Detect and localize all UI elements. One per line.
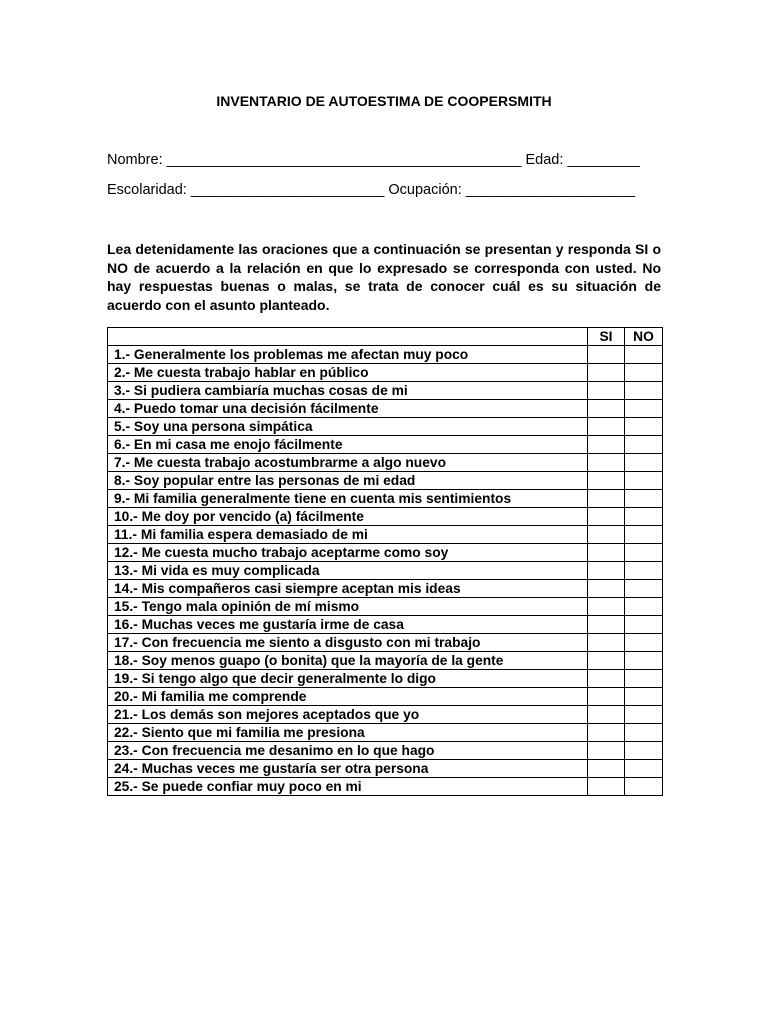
table-row	[108, 490, 663, 508]
statement-cell: 14.- Mis compañeros casi siempre aceptan mis ideas	[108, 580, 588, 598]
statement-cell: 20.- Mi familia me comprende	[108, 688, 588, 706]
statement-cell: 2.- Me cuesta trabajo hablar en público	[108, 364, 588, 382]
statement-cell: 21.- Los demás son mejores aceptados que yo	[108, 706, 588, 724]
document-title: INVENTARIO DE AUTOESTIMA DE COOPERSMITH	[216, 93, 552, 109]
no-answer-cell[interactable]	[625, 670, 663, 688]
si-answer-cell[interactable]	[588, 508, 625, 526]
no-answer-cell[interactable]	[625, 454, 663, 472]
statement-cell: 8.- Soy popular entre las personas de mi edad	[108, 472, 588, 490]
statement-cell: 17.- Con frecuencia me siento a disgusto con mi trabajo	[108, 634, 588, 652]
si-answer-cell[interactable]	[588, 364, 625, 382]
si-answer-cell[interactable]	[588, 598, 625, 616]
no-answer-cell[interactable]	[625, 400, 663, 418]
statement-cell: 24.- Muchas veces me gustaría ser otra persona	[108, 760, 588, 778]
table-row	[108, 742, 663, 760]
table-row	[108, 634, 663, 652]
table-row	[108, 400, 663, 418]
instructions-paragraph: Lea detenidamente las oraciones que a continuación se presentan y responda SI o NO de acuerdo a la relación en que lo expresado se corresponda con usted. No hay respuestas buenas o malas, se trata de conocer cuál es su situación de acuerdo con el asunto planteado.	[107, 241, 661, 314]
no-answer-cell[interactable]	[625, 634, 663, 652]
statement-cell: 12.- Me cuesta mucho trabajo aceptarme como soy	[108, 544, 588, 562]
no-answer-cell[interactable]	[625, 382, 663, 400]
no-answer-cell[interactable]	[625, 346, 663, 364]
statement-cell: 9.- Mi familia generalmente tiene en cuenta mis sentimientos	[108, 490, 588, 508]
si-answer-cell[interactable]	[588, 562, 625, 580]
si-answer-cell[interactable]	[588, 634, 625, 652]
statement-cell: 5.- Soy una persona simpática	[108, 418, 588, 436]
table-row	[108, 526, 663, 544]
statement-cell: 6.- En mi casa me enojo fácilmente	[108, 436, 588, 454]
no-answer-cell[interactable]	[625, 598, 663, 616]
no-answer-cell[interactable]	[625, 490, 663, 508]
si-answer-cell[interactable]	[588, 526, 625, 544]
table-row	[108, 346, 663, 364]
statement-cell: 13.- Mi vida es muy complicada	[108, 562, 588, 580]
no-answer-cell[interactable]	[625, 760, 663, 778]
no-answer-cell[interactable]	[625, 688, 663, 706]
no-answer-cell[interactable]	[625, 706, 663, 724]
table-row	[108, 508, 663, 526]
statement-cell: 18.- Soy menos guapo (o bonita) que la mayoría de la gente	[108, 652, 588, 670]
si-answer-cell[interactable]	[588, 652, 625, 670]
statement-cell: 19.- Si tengo algo que decir generalmente lo digo	[108, 670, 588, 688]
table-header-row	[108, 328, 663, 346]
no-answer-cell[interactable]	[625, 580, 663, 598]
statement-cell: 10.- Me doy por vencido (a) fácilmente	[108, 508, 588, 526]
table-row	[108, 580, 663, 598]
header-si-cell: SI	[588, 328, 625, 346]
no-answer-cell[interactable]	[625, 742, 663, 760]
table-row	[108, 688, 663, 706]
statement-cell: 23.- Con frecuencia me desanimo en lo que hago	[108, 742, 588, 760]
si-answer-cell[interactable]	[588, 382, 625, 400]
table-row	[108, 454, 663, 472]
statement-cell: 4.- Puedo tomar una decisión fácilmente	[108, 400, 588, 418]
statement-cell: 3.- Si pudiera cambiaría muchas cosas de mi	[108, 382, 588, 400]
table-row	[108, 598, 663, 616]
table-row	[108, 382, 663, 400]
table-row	[108, 472, 663, 490]
si-answer-cell[interactable]	[588, 346, 625, 364]
si-answer-cell[interactable]	[588, 688, 625, 706]
inventory-table	[107, 327, 663, 796]
no-answer-cell[interactable]	[625, 724, 663, 742]
table-row	[108, 760, 663, 778]
header-item-cell	[108, 328, 588, 346]
si-answer-cell[interactable]	[588, 490, 625, 508]
schooling-occupation-field-line: Escolaridad: ________________________ Ocupación: _____________________	[107, 182, 636, 198]
table-row	[108, 652, 663, 670]
no-answer-cell[interactable]	[625, 616, 663, 634]
table-row	[108, 706, 663, 724]
no-answer-cell[interactable]	[625, 508, 663, 526]
si-answer-cell[interactable]	[588, 454, 625, 472]
no-answer-cell[interactable]	[625, 418, 663, 436]
si-answer-cell[interactable]	[588, 472, 625, 490]
table-row	[108, 562, 663, 580]
no-answer-cell[interactable]	[625, 526, 663, 544]
name-age-field-line: Nombre: ____________________________________________ Edad: _________	[107, 152, 640, 168]
table-row	[108, 724, 663, 742]
no-answer-cell[interactable]	[625, 472, 663, 490]
no-answer-cell[interactable]	[625, 652, 663, 670]
table-row	[108, 364, 663, 382]
si-answer-cell[interactable]	[588, 616, 625, 634]
si-answer-cell[interactable]	[588, 418, 625, 436]
statement-cell: 22.- Siento que mi familia me presiona	[108, 724, 588, 742]
statement-cell: 15.- Tengo mala opinión de mí mismo	[108, 598, 588, 616]
table-row	[108, 436, 663, 454]
table-row	[108, 616, 663, 634]
statement-cell: 1.- Generalmente los problemas me afectan muy poco	[108, 346, 588, 364]
table-row	[108, 418, 663, 436]
inventory-table-body	[108, 346, 663, 796]
statement-cell: 25.- Se puede confiar muy poco en mi	[108, 778, 588, 796]
no-answer-cell[interactable]	[625, 364, 663, 382]
table-row	[108, 778, 663, 796]
header-no-cell: NO	[625, 328, 663, 346]
si-answer-cell[interactable]	[588, 742, 625, 760]
si-answer-cell[interactable]	[588, 580, 625, 598]
statement-cell: 16.- Muchas veces me gustaría irme de casa	[108, 616, 588, 634]
no-answer-cell[interactable]	[625, 436, 663, 454]
statement-cell: 7.- Me cuesta trabajo acostumbrarme a algo nuevo	[108, 454, 588, 472]
si-answer-cell[interactable]	[588, 706, 625, 724]
no-answer-cell[interactable]	[625, 562, 663, 580]
si-answer-cell[interactable]	[588, 760, 625, 778]
table-row	[108, 670, 663, 688]
si-answer-cell[interactable]	[588, 436, 625, 454]
si-answer-cell[interactable]	[588, 400, 625, 418]
si-answer-cell[interactable]	[588, 544, 625, 562]
si-answer-cell[interactable]	[588, 670, 625, 688]
no-answer-cell[interactable]	[625, 778, 663, 796]
no-answer-cell[interactable]	[625, 544, 663, 562]
statement-cell: 11.- Mi familia espera demasiado de mi	[108, 526, 588, 544]
table-row	[108, 544, 663, 562]
si-answer-cell[interactable]	[588, 724, 625, 742]
si-answer-cell[interactable]	[588, 778, 625, 796]
